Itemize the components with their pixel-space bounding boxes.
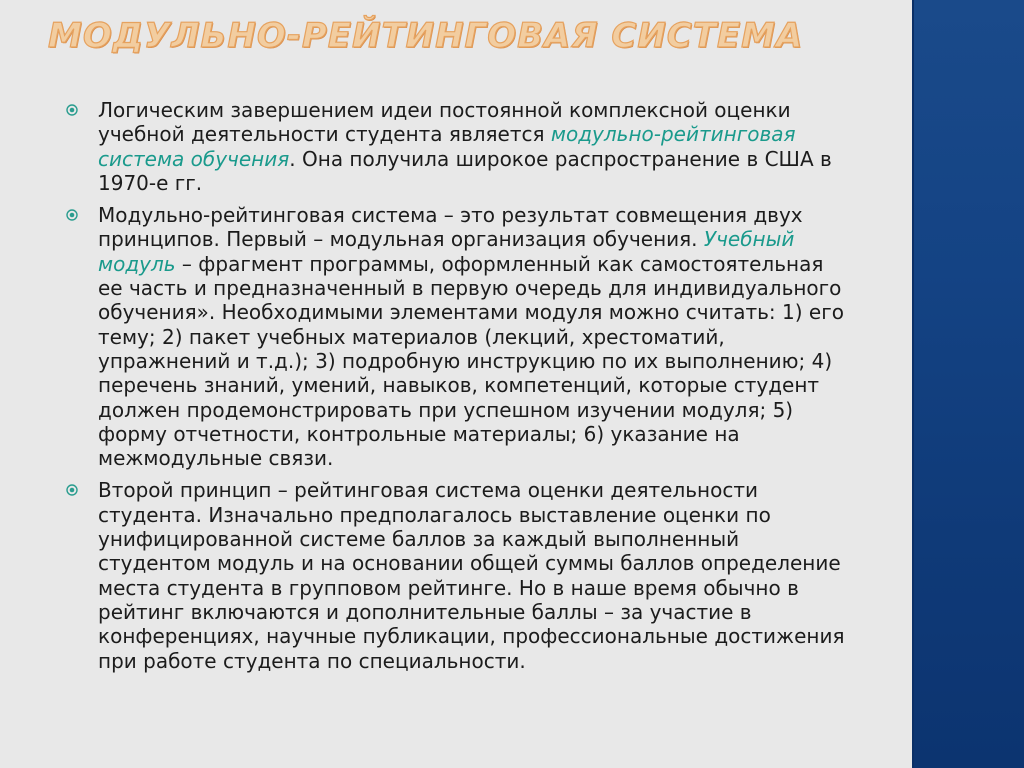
bullet-item (66, 478, 846, 672)
bullet-text: Второй принцип – рейтинговая система оценки деятельности студента. Изначально предполагалось выставление оценки по унифицированной системе баллов за каждый выполненный студентом модуль и на основании общей суммы баллов определение места студента в групповом рейтинге. Но в наше время обычно в рейтинг включаются и дополнительные баллы – за участие в конференциях, научные публикации, профессиональные достижения при работе студента по специальности. (98, 478, 845, 673)
highlighted-term: Учебный модуль (98, 227, 795, 276)
bullet-item (66, 98, 846, 195)
circle-bullet-icon (66, 484, 78, 496)
slide-title: МОДУЛЬНО-РЕЙТИНГОВАЯ СИСТЕМА (48, 16, 804, 56)
bullet-list (66, 98, 846, 681)
bullet-text: Логическим завершением идеи постоянной комплексной оценки учебной деятельности студента является (98, 98, 791, 147)
bullet-text: – фрагмент программы, оформленный как самостоятельная ее часть и предназначенный в первую очередь для индивидуального обучения». Необходимыми элементами модуля можно считать: 1) его тему; 2) пакет учебных материалов (лекций, хрестоматий, упражнений и т.д.); 3) подробную инструкцию по их выполнению; 4) перечень знаний, умений, навыков, компетенций, которые студент должен продемонстрировать при успешном изучении модуля; 5) форму отчетности, контрольные материалы; 6) указание на межмодульные связи. (98, 251, 844, 471)
highlighted-term: модульно-рейтинговая система обучения (98, 122, 796, 171)
bullet-text: . Она получила широкое распространение в США в 1970-е гг. (98, 146, 832, 195)
side-decoration-band (912, 0, 1024, 768)
bullet-item (66, 203, 846, 470)
circle-bullet-icon (66, 104, 78, 116)
circle-bullet-icon (66, 209, 78, 221)
bullet-text: Модульно-рейтинговая система – это результат совмещения двух принципов. Первый – модульная организация обучения. (98, 203, 803, 252)
